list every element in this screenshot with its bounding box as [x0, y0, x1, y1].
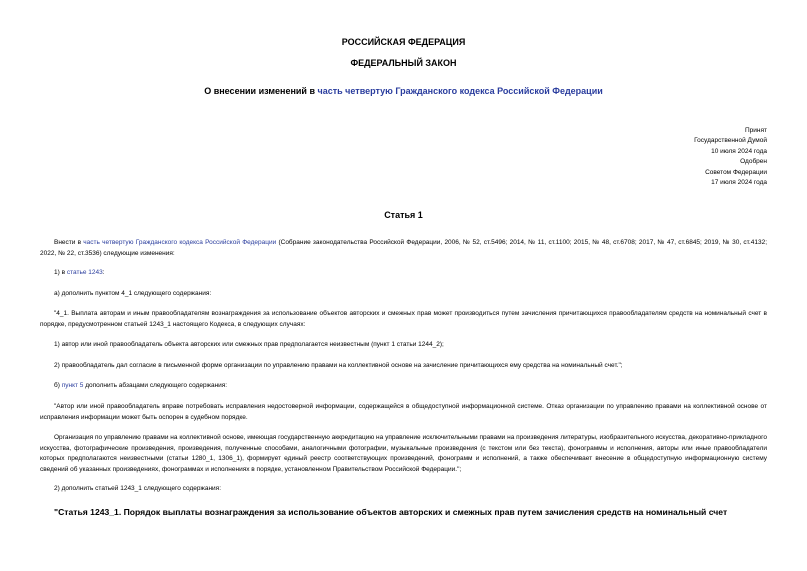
item-b-link[interactable]: пункт 5 [61, 382, 84, 389]
adoption-line: Принят [744, 127, 767, 134]
item-1-prefix: 1) в [54, 269, 67, 276]
law-type-heading: ФЕДЕРАЛЬНЫЙ ЗАКОН [350, 58, 457, 68]
law-title-prefix: О внесении изменений в [204, 86, 318, 96]
item-b [40, 381, 767, 392]
law-title-link[interactable]: часть четвертую Гражданского кодекса Российской Федерации [317, 86, 603, 96]
intro-rest: (Собрание законодательства Российской Федерации, 2006, № 52, ст.5496; 2014, № 11, ст.1100; 2015, № 48, ст.6708; 2017, № 47, ст.6845; 2019, № 30, ст.4132; 2022, № 22, ст.3536) следующие изменения: [40, 239, 767, 257]
adoption-line: Одобрен [740, 158, 767, 166]
case-1: 1) автор или иной правообладатель объекта авторских или смежных прав предполагается неизвестным (пункт 1 статьи 1244_2); [54, 341, 444, 348]
quote-4-1: "4_1. Выплата авторам и иным правообладателям вознаграждения за использование объектов авторских и смежных прав может производиться путем зачисления причитающихся правообладателям средств на номинальный счет в порядке, предусмотренном статьей 1243_1 настоящего Кодекса, в следующих случаях: [40, 310, 767, 328]
item-1-link[interactable]: статье 1243 [66, 269, 103, 276]
adoption-block [617, 126, 767, 188]
item-a: а) дополнить пунктом 4_1 следующего содержания: [54, 290, 212, 297]
adoption-line: Государственной Думой [694, 137, 767, 145]
intro-prefix: Внести в [54, 239, 84, 246]
quote-b-2: Организация по управлению правами на коллективной основе, имеющая государственную аккредитацию на управление исключительными правами на произведения литературы, изобразительного искусства, декоративно-прикладного искусства, фотографические произведения, произведения, полученные способами, аналогичными фотографии, музыкальные произведения (с текстом или без текста), фонограммы и исполнения, авторы или иные правообладатели которых предполагаются неизвестными (статьи 1280_1, 1306_1), формирует единый реестр соответствующих произведений, фонограмм и исполнений, а также обеспечивает внесение в общедоступную информационную систему сведений об указанных произведениях, фонограммах и исполнениях в порядке, установленном Правительством Российской Федерации."; [40, 434, 767, 473]
adoption-line: 10 июля 2024 года [711, 147, 767, 155]
intro-paragraph [40, 238, 767, 259]
item-b-prefix: б) [54, 382, 62, 389]
item-1 [40, 268, 767, 279]
item-1-suffix: : [102, 269, 105, 276]
country-heading: РОССИЙСКАЯ ФЕДЕРАЦИЯ [341, 37, 466, 47]
law-title [0, 86, 807, 96]
case-2: 2) правообладатель дал согласие в письменной форме организации по управлению правами на коллективной основе на зачисление причитающихся ему средства на номинальный счет."; [54, 362, 623, 369]
intro-link[interactable]: часть четвертую Гражданского кодекса Российской Федерации [83, 239, 277, 246]
article-heading: Статья 1 [384, 210, 423, 220]
quote-b-1: "Автор или иной правообладатель вправе потребовать исправления недостоверной информации, содержащейся в общедоступной информационной системе. Отказ организации по управлению правами на коллективной основе от исправления информации может быть оспорен в судебном порядке. [40, 403, 767, 421]
item-2: 2) дополнить статьей 1243_1 следующего содержания: [54, 485, 222, 492]
adoption-line: Советом Федерации [705, 168, 767, 176]
item-b-suffix: дополнить абзацами следующего содержания: [83, 382, 228, 389]
new-article-heading: "Статья 1243_1. Порядок выплаты вознаграждения за использование объектов авторских и смежных прав путем зачисления средств на номинальный счет [54, 507, 728, 517]
adoption-line: 17 июля 2024 года [711, 179, 767, 187]
